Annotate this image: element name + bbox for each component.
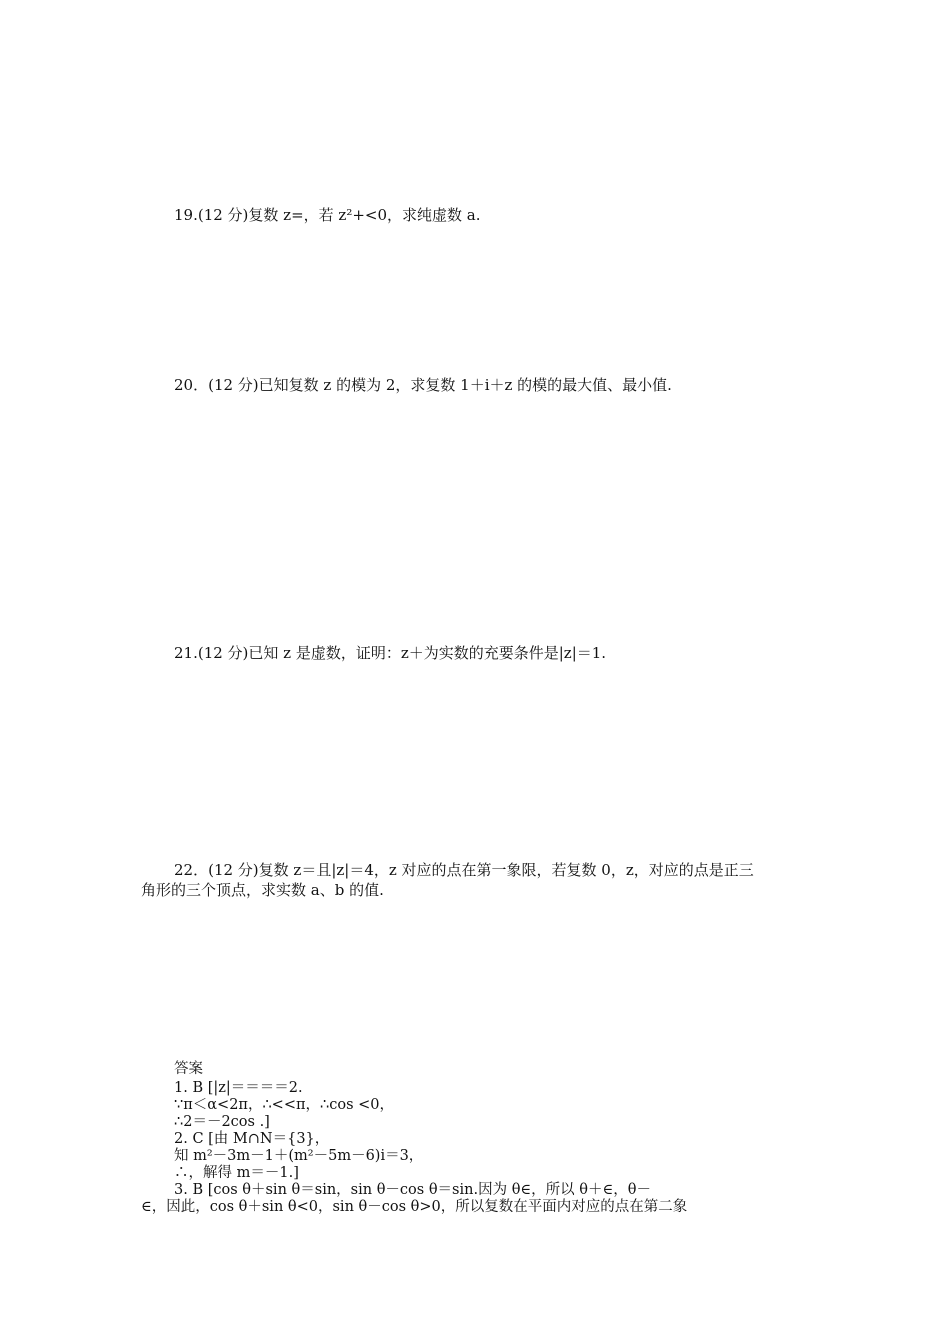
problem-22-line-2: 角形的三个顶点，求实数 a、b 的值. <box>141 881 384 899</box>
answer-line: 2. C [由 M∩N＝{3}， <box>174 1131 330 1147</box>
answer-line: 3. B [cos θ＋sin θ＝sin，sin θ－cos θ＝sin.因为 θ∈，所以 θ＋∈，θ－ <box>174 1182 651 1198</box>
answer-line: 1. B [|z|＝＝＝＝2. <box>174 1080 303 1096</box>
problem-19: 19.(12 分)复数 z=，若 z²+<0，求纯虚数 a. <box>174 206 481 224</box>
answer-line: 知 m²－3m－1＋(m²－5m－6)i＝3， <box>174 1148 424 1164</box>
problem-22-line-1: 22．(12 分)复数 z＝且|z|＝4，z 对应的点在第一象限，若复数 0，z，对应的点是正三 <box>174 861 754 879</box>
problem-21: 21.(12 分)已知 z 是虚数，证明：z＋为实数的充要条件是|z|＝1. <box>174 644 607 662</box>
answers-heading: 答案 <box>174 1061 203 1077</box>
answer-line: ∈，因此，cos θ＋sin θ<0，sin θ－cos θ>0，所以复数在平面内对应的点在第二象 <box>141 1199 688 1215</box>
answer-line: ∴，解得 m＝－1.] <box>174 1165 299 1181</box>
problem-20: 20．(12 分)已知复数 z 的模为 2，求复数 1＋i＋z 的模的最大值、最小值. <box>174 376 672 394</box>
answer-line: ∵π＜α<2π，∴<<π，∴cos <0， <box>174 1097 395 1113</box>
answer-line: ∴2＝－2cos .] <box>174 1114 270 1130</box>
